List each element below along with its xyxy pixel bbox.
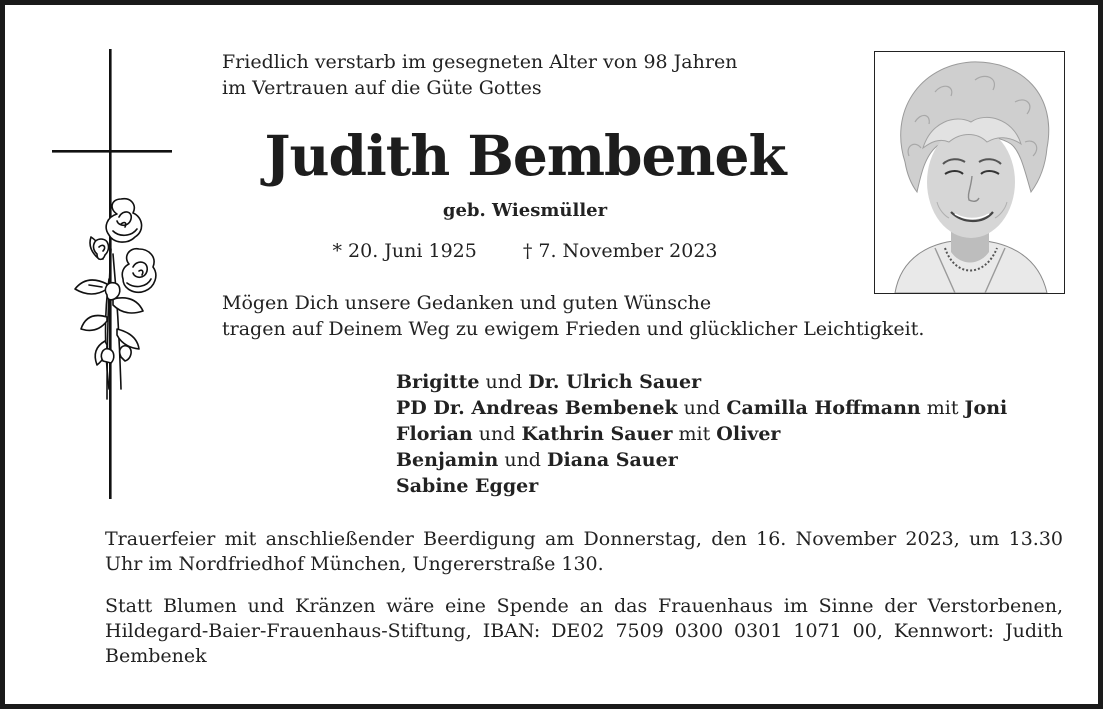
portrait-photo — [874, 51, 1065, 294]
life-dates — [225, 238, 825, 264]
family-row — [396, 421, 1086, 447]
portrait-icon — [875, 52, 1064, 293]
deceased-name: Judith Bembenek — [264, 123, 786, 188]
connector: und — [498, 449, 548, 471]
maiden-name: geb. Wiesmüller — [442, 200, 608, 221]
wish-line-1: Mögen Dich unsere Gedanken und guten Wünsche — [222, 292, 712, 314]
family-name: Oliver — [716, 423, 781, 445]
connector: und — [479, 371, 529, 393]
family-name: Diana Sauer — [547, 449, 678, 471]
wish-text — [222, 290, 1082, 342]
family-name: Florian — [396, 423, 473, 445]
cross-icon — [47, 49, 177, 499]
cross-with-roses — [47, 49, 177, 499]
funeral-info: Trauerfeier mit anschließender Beerdigung am Donnerstag, den 16. November 2023, um 13.30 Uhr im Nordfriedhof München, Ungererstraße 130. — [105, 528, 1063, 575]
family-list — [396, 369, 1086, 499]
intro-line-1: Friedlich verstarb im gesegneten Alter von 98 Jahren — [222, 51, 738, 73]
connector: und — [472, 423, 522, 445]
family-name: Dr. Ulrich Sauer — [528, 371, 702, 393]
family-row — [396, 473, 1086, 499]
connector: mit — [920, 397, 965, 419]
intro-text — [222, 49, 862, 101]
birth-date: * 20. Juni 1925 — [332, 240, 477, 262]
connector: mit — [672, 423, 717, 445]
family-name: Sabine Egger — [396, 475, 539, 497]
family-row — [396, 447, 1086, 473]
family-row — [396, 369, 1086, 395]
wish-line-2: tragen auf Deinem Weg zu ewigem Frieden und glücklicher Leichtigkeit. — [222, 318, 925, 340]
family-row — [396, 395, 1086, 421]
family-name: Benjamin — [396, 449, 499, 471]
family-name: Kathrin Sauer — [521, 423, 673, 445]
donation-info: Statt Blumen und Kränzen wäre eine Spende an das Frauenhaus im Sinne der Verstorbenen, Hildegard-Baier-Frauenhaus-Stiftung, IBAN: DE02 7509 0300 0301 1071 00, Kennwort: Judith Bembenek — [105, 595, 1063, 667]
family-name: Joni — [964, 397, 1008, 419]
death-date: † 7. November 2023 — [522, 240, 718, 262]
rose-icon — [75, 199, 156, 399]
family-name: PD Dr. Andreas Bembenek — [396, 397, 678, 419]
family-name: Brigitte — [396, 371, 480, 393]
family-name: Camilla Hoffmann — [726, 397, 921, 419]
intro-line-2: im Vertrauen auf die Güte Gottes — [222, 77, 542, 99]
connector: und — [677, 397, 727, 419]
